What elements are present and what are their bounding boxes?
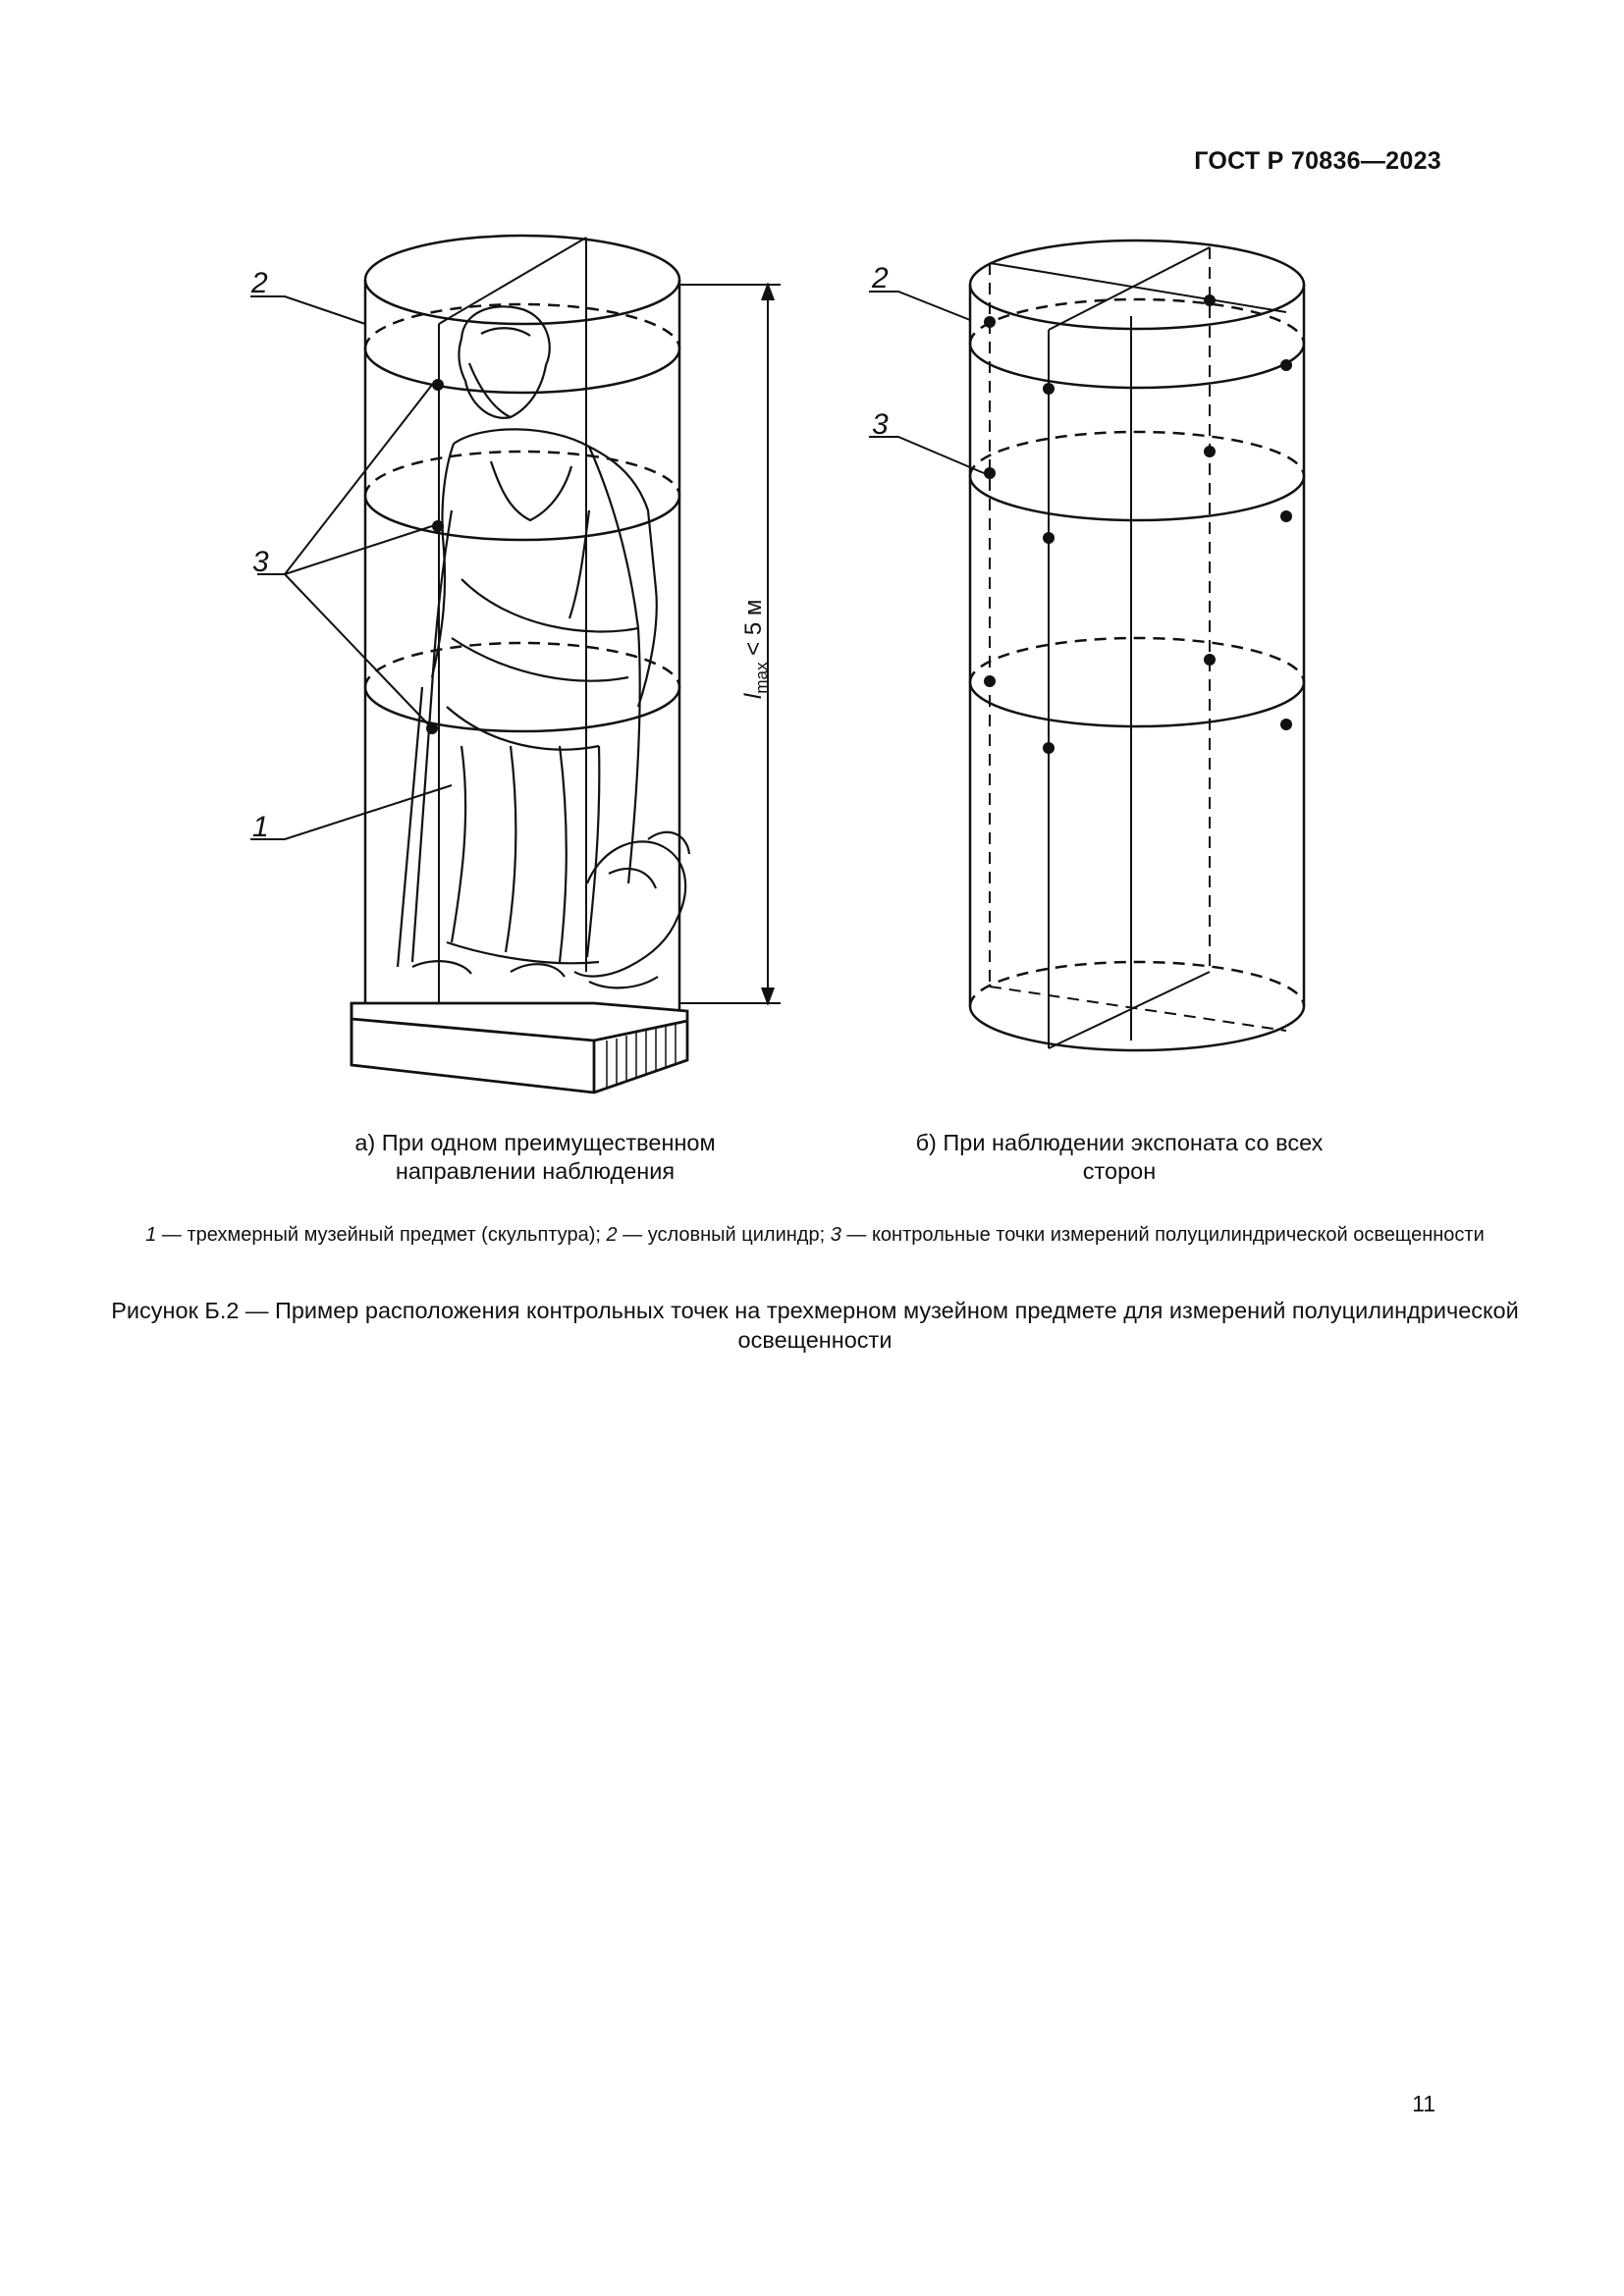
pedestal — [352, 1003, 687, 1093]
label-3-left: 3 — [252, 546, 269, 578]
document-number: ГОСТ Р 70836—2023 — [1194, 147, 1441, 175]
legend-num-1: 1 — [145, 1224, 157, 1246]
legend-text-1: — трехмерный музейный предмет (скульптура); — [156, 1224, 607, 1246]
legend-num-3: 3 — [830, 1224, 841, 1246]
legend-text-2: — условный цилиндр; — [617, 1224, 831, 1246]
control-points-right — [984, 294, 1292, 754]
page-number: 11 — [1412, 2091, 1435, 2116]
label-3-right: 3 — [872, 408, 889, 441]
leader-lines-right — [869, 292, 984, 473]
label-2-right: 2 — [872, 262, 889, 294]
legend-text-3: — контрольные точки измерений полуцилиндрической освещенности — [840, 1224, 1485, 1246]
cylinder-left — [365, 236, 679, 1055]
label-1-left: 1 — [252, 811, 269, 843]
figure-title: Рисунок Б.2 — Пример расположения контрольных точек на трехмерном музейном предмете для измерений полуцилиндрической освещенности — [111, 1298, 1519, 1353]
sculpture-drawing — [398, 306, 689, 988]
label-2-left: 2 — [251, 267, 268, 299]
dimension-label: $l_{max} < 5$ м — [740, 599, 771, 699]
figure-legend — [108, 1222, 1522, 1249]
control-points-left — [426, 379, 444, 734]
caption-b: б) При наблюдении экспоната со всех сторон — [915, 1130, 1324, 1184]
caption-a: а) При одном преимущественном направлении наблюдения — [354, 1130, 716, 1184]
legend-num-2: 2 — [606, 1224, 618, 1246]
leader-lines-left — [250, 296, 452, 839]
cylinder-right — [970, 240, 1304, 1050]
